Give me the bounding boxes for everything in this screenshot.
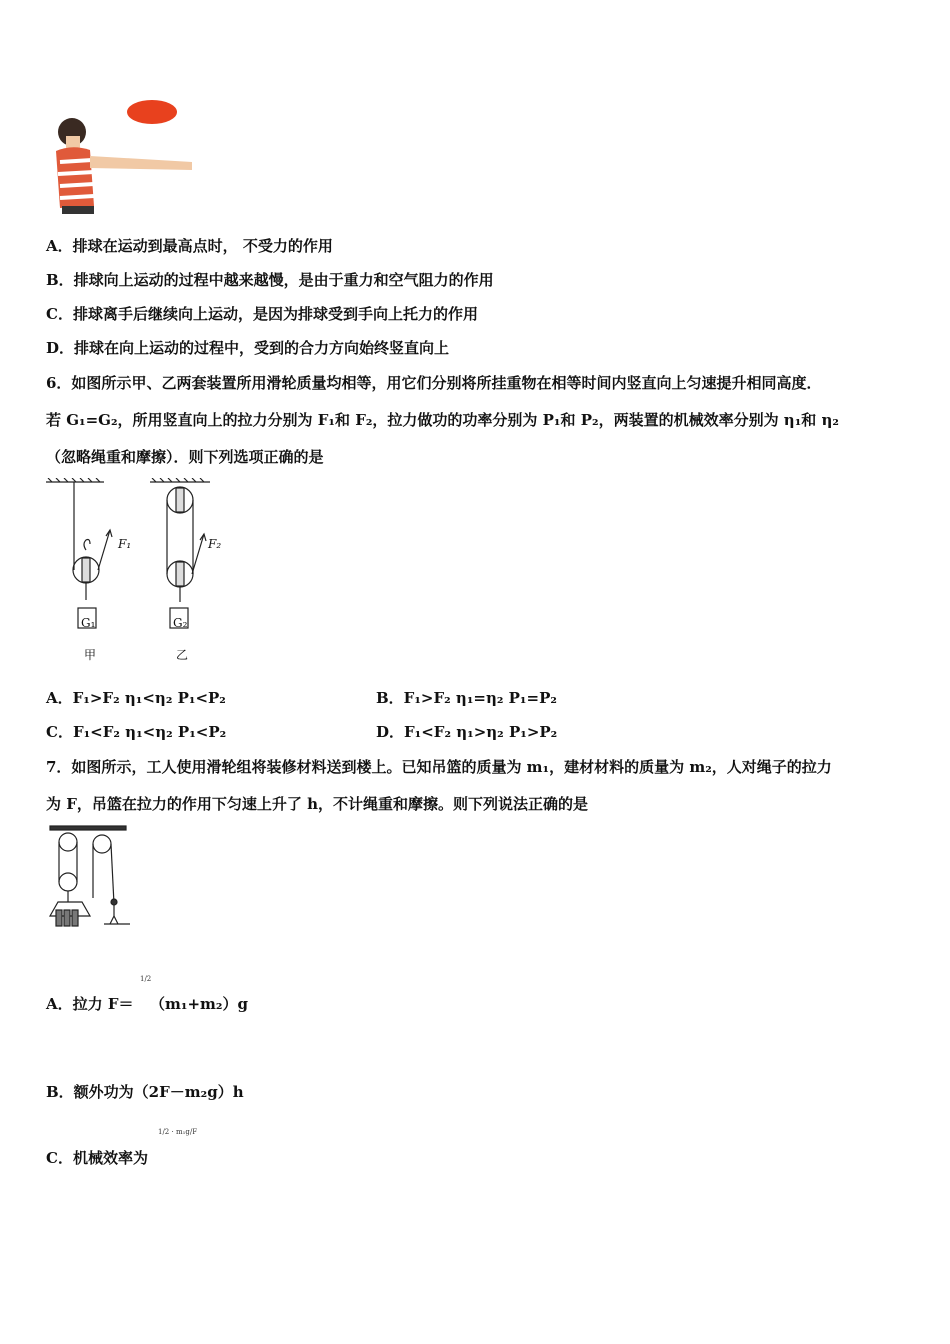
volleyball-figure [52,96,202,218]
question-7-stem-line1: 7．如图所示，工人使用滑轮组将装修材料送到楼上。已知吊篮的质量为 m₁，建材材料的质量为 m₂，人对绳子的拉力 [46,758,832,776]
pulley-figure-q6 [46,478,226,668]
q6-option-a: A．F₁>F₂ η₁<η₂ P₁<P₂ [46,689,226,707]
label-jia: 甲 [84,648,97,662]
q6-option-b: B．F₁>F₂ η₁=η₂ P₁=P₂ [376,689,557,707]
q7-option-a-tail: （m₁+m₂）g [150,995,248,1013]
label-f1: F₁ [118,537,132,551]
label-g1: G₁ [81,616,96,630]
q7-option-a: A．拉力 F＝ [46,995,134,1013]
question-6-stem-line3: （忽略绳重和摩擦）．则下列选项正确的是 [46,448,324,466]
option-text: B．排球向上运动的过程中越来越慢，是由于重力和空气阻力的作用 [46,271,494,289]
question-6-stem-line2: 若 G₁=G₂，所用竖直向上的拉力分别为 F₁和 F₂，拉力做功的功率分别为 P₁和 P₂，两装置的机械效率分别为 η₁和 η₂ [46,411,839,429]
q7-option-c-fraction: 1/2 · m₁g/F [158,1128,198,1136]
label-g2: G₂ [173,616,188,630]
volleyball [127,100,177,124]
q7-option-b: B．额外功为（2F－m₂g）h [46,1083,244,1101]
q7-option-a-fraction: 1/2 [140,975,152,983]
label-f2: F₂ [208,537,222,551]
pulley-figure-q7 [46,824,138,932]
label-yi: 乙 [176,648,189,662]
question-6-stem-line1: 6．如图所示甲、乙两套装置所用滑轮质量均相等，用它们分别将所挂重物在相等时间内竖直向上匀速提升相同高度． [46,374,822,392]
question-7-stem-line2: 为 F，吊篮在拉力的作用下匀速上升了 h，不计绳重和摩擦。则下列说法正确的是 [46,795,589,813]
q6-option-c: C．F₁<F₂ η₁<η₂ P₁<P₂ [46,723,227,741]
q7-option-c: C．机械效率为 [46,1149,148,1167]
option-text: A．排球在运动到最高点时， 不受力的作用 [46,237,333,255]
q6-option-d: D．F₁<F₂ η₁>η₂ P₁>P₂ [376,723,558,741]
option-text: D．排球在向上运动的过程中，受到的合力方向始终竖直向上 [46,339,450,357]
option-text: C．排球离手后继续向上运动，是因为排球受到手向上托力的作用 [46,305,478,323]
